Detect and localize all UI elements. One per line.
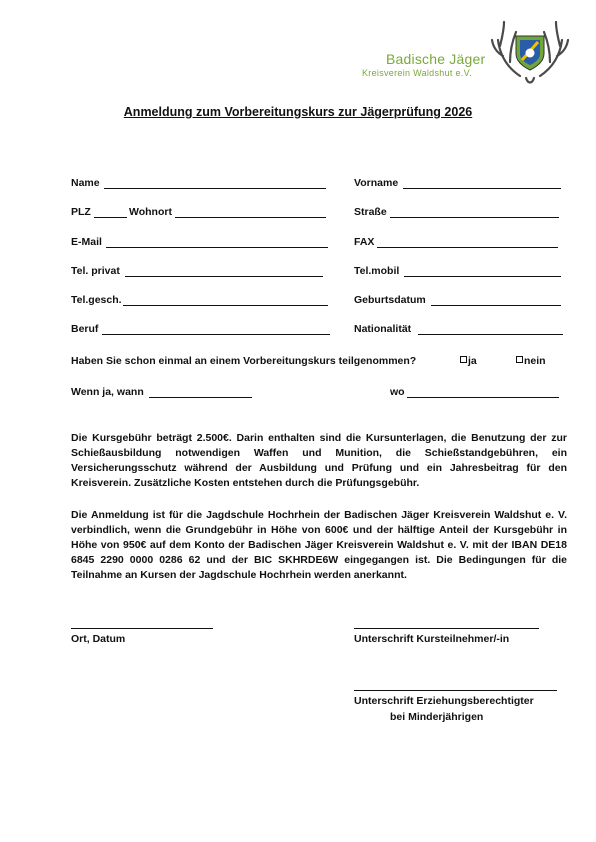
guardian-signature-line[interactable]	[354, 690, 557, 691]
option-ja[interactable]	[460, 355, 477, 367]
tel-privat-field[interactable]	[125, 276, 323, 277]
geburtsdatum-label: Geburtsdatum	[354, 294, 426, 306]
logo-name: Badische Jäger	[386, 51, 486, 67]
wo-label: wo	[390, 386, 405, 398]
wohnort-field[interactable]	[175, 217, 326, 218]
strasse-field[interactable]	[390, 217, 559, 218]
beruf-field[interactable]	[102, 334, 330, 335]
geburtsdatum-field[interactable]	[431, 305, 561, 306]
fee-paragraph: Die Kursgebühr beträgt 2.500€. Darin enthalten sind die Kursunterlagen, die Benutzung der zur Schießausbildung notwendigen Waffen und Munition, die Schießstandgebühren, ein Versicherungsschutz während der Ausbildung und Prüfung und ein Jahresbeitrag für den Kreisverein. Zusätzliche Kosten entstehen durch die Prüfungsgebühr.	[71, 432, 567, 489]
guardian-signature-label: Unterschrift Erziehungsberechtigter	[354, 695, 534, 707]
teilnehmer-signature-line[interactable]	[354, 628, 539, 629]
tel-gesch-label: Tel.gesch.	[71, 294, 122, 306]
checkbox-ja[interactable]	[460, 356, 467, 363]
nationalitaet-label: Nationalität	[354, 323, 412, 335]
tel-gesch-field[interactable]	[123, 305, 328, 306]
email-field[interactable]	[106, 247, 328, 248]
ort-datum-label: Ort, Datum	[71, 633, 126, 645]
fax-label: FAX	[354, 236, 375, 248]
wenn-ja-label: Wenn ja, wann	[71, 386, 144, 398]
tel-mobil-field[interactable]	[404, 276, 561, 277]
tel-mobil-label: Tel.mobil	[354, 265, 400, 277]
logo-subtitle: Kreisverein Waldshut e.V.	[362, 68, 472, 78]
name-field[interactable]	[104, 188, 326, 189]
option-ja-label: ja	[468, 355, 477, 367]
teilnehmer-signature-label: Unterschrift Kursteilnehmer/-in	[354, 633, 510, 645]
prior-course-question: Haben Sie schon einmal an einem Vorbereitungskurs teilgenommen?	[71, 355, 417, 367]
vorname-label: Vorname	[354, 177, 399, 189]
email-label: E-Mail	[71, 236, 102, 248]
beruf-label: Beruf	[71, 323, 99, 335]
plz-label: PLZ	[71, 206, 91, 218]
wohnort-label: Wohnort	[129, 206, 172, 218]
antler-crest-logo	[490, 16, 570, 92]
tel-privat-label: Tel. privat	[71, 265, 120, 277]
checkbox-nein[interactable]	[516, 356, 523, 363]
plz-field[interactable]	[94, 217, 127, 218]
name-label: Name	[71, 177, 100, 189]
guardian-signature-note: bei Minderjährigen	[390, 711, 484, 723]
fax-field[interactable]	[377, 247, 558, 248]
option-nein[interactable]	[516, 355, 546, 367]
option-nein-label: nein	[524, 355, 546, 367]
wenn-ja-field[interactable]	[149, 397, 252, 398]
strasse-label: Straße	[354, 206, 387, 218]
form-title: Anmeldung zum Vorbereitungskurs zur Jägerprüfung 2026	[123, 105, 473, 119]
nationalitaet-field[interactable]	[418, 334, 563, 335]
conditions-paragraph: Die Anmeldung ist für die Jagdschule Hochrhein der Badischen Jäger Kreisverein Waldshut e. V. verbindlich, wenn die Grundgebühr in Höhe von 600€ und der hälftige Anteil der Kursgebühr in Höhe von 950€ auf dem Konto der Badischen Jäger Kreisverein Waldshut e. V. mit der IBAN DE18 6845 2290 0000 0286 62 und der BIC SKHRDE6W eingegangen ist. Die Bedingungen für die Teilnahme an Kursen der Jagdschule Hochrhein werden anerkannt.	[71, 509, 567, 581]
wo-field[interactable]	[407, 397, 559, 398]
ort-datum-line[interactable]	[71, 628, 213, 629]
vorname-field[interactable]	[403, 188, 561, 189]
